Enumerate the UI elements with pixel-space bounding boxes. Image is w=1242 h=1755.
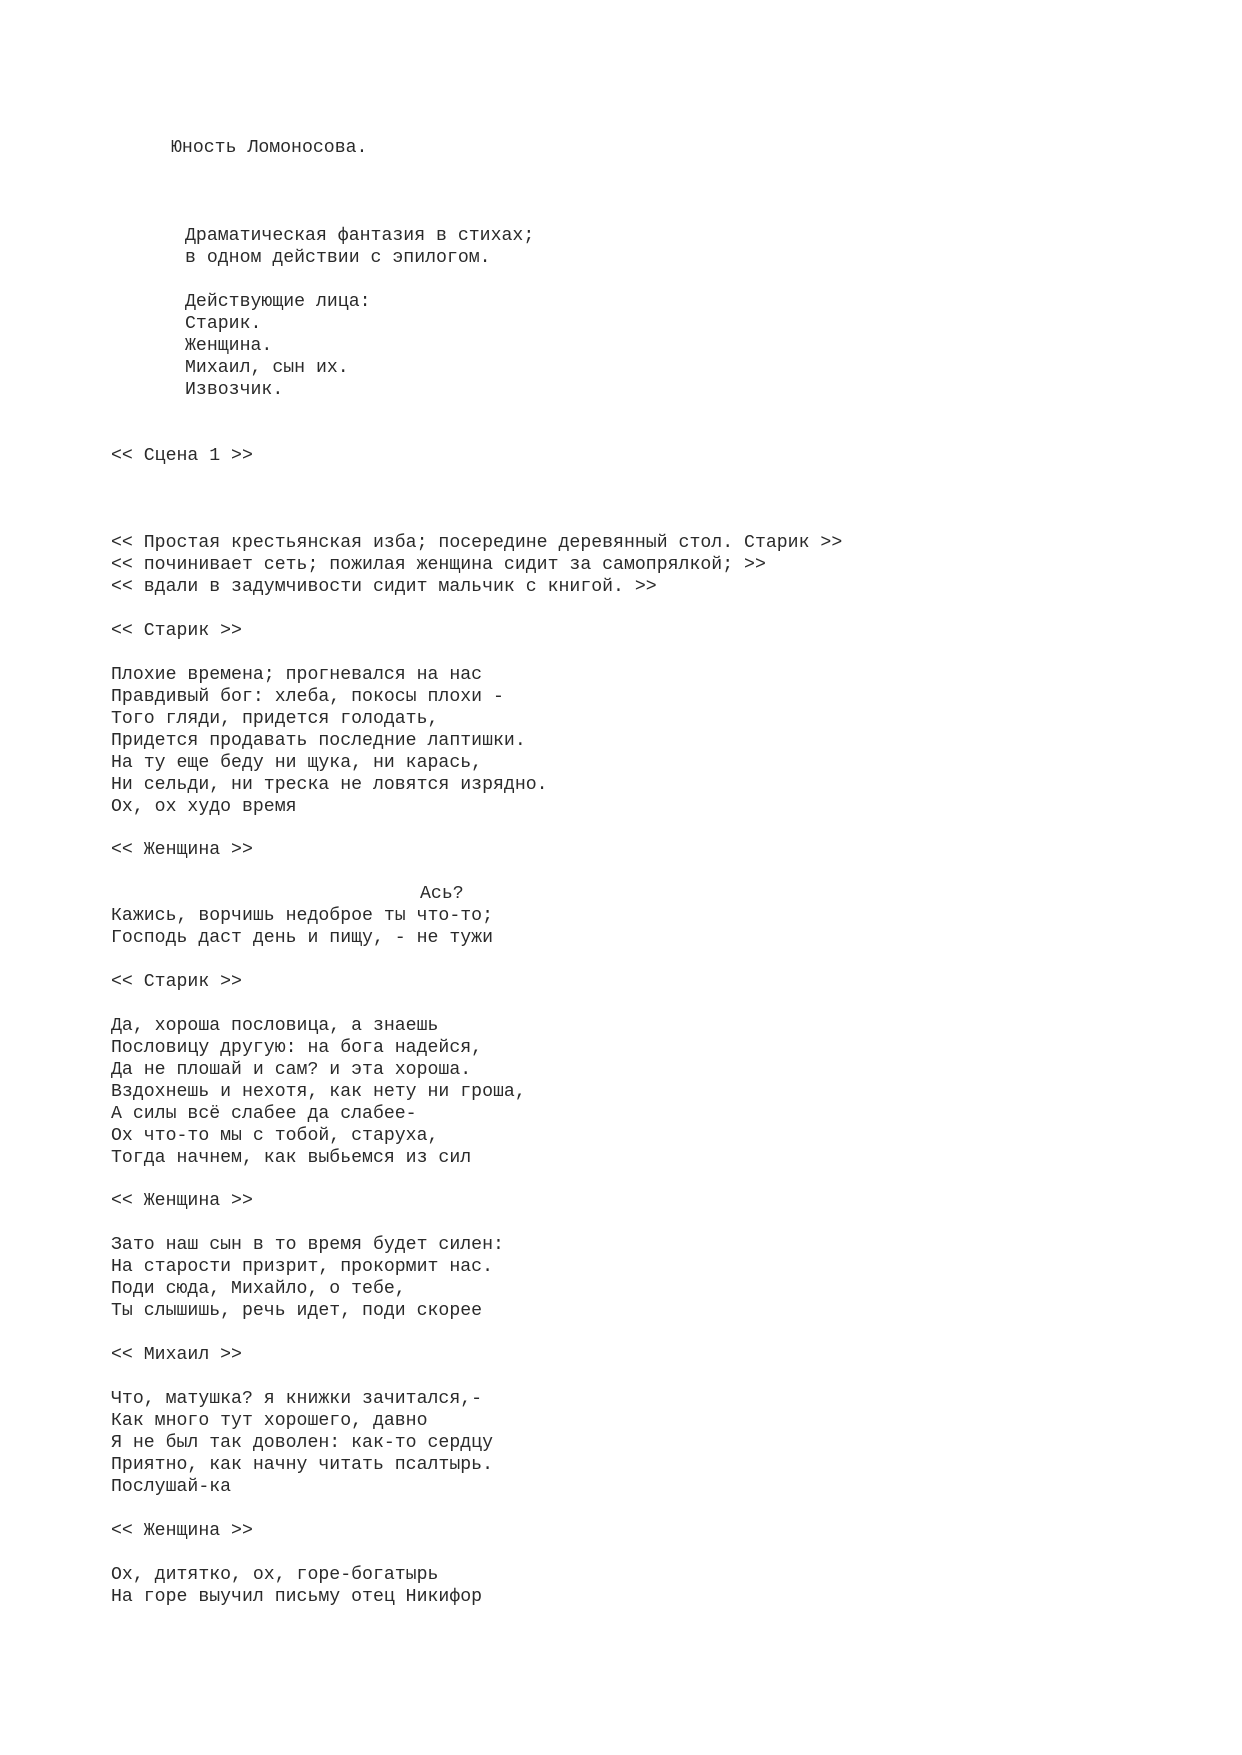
verse-line: Того гляди, придется голодать,: [111, 709, 439, 729]
verse-line: Ох что-то мы с тобой, старуха,: [111, 1126, 439, 1146]
cast-member: Женщина.: [185, 336, 273, 356]
stage-direction-line: << Простая крестьянская изба; посередине деревянный стол. Старик >>: [111, 533, 843, 553]
cast-member: Извозчик.: [185, 380, 284, 400]
stage-direction-line: << починивает сеть; пожилая женщина сидит за самопрялкой; >>: [111, 555, 766, 575]
verse-line: На старости призрит, прокормит нас.: [111, 1257, 493, 1277]
verse-line: Ты слышишь, речь идет, поди скорее: [111, 1301, 483, 1321]
subtitle-line: Драматическая фантазия в стихах;: [185, 226, 535, 246]
speaker-label: << Михаил >>: [111, 1345, 242, 1365]
verse-line: На горе выучил письму отец Никифор: [111, 1587, 483, 1607]
verse-line: Поди сюда, Михайло, о тебе,: [111, 1279, 406, 1299]
verse-line: Ох, ох худо время: [111, 797, 297, 817]
verse-line: А силы всё слабее да слабее-: [111, 1104, 417, 1124]
verse-line: Плохие времена; прогневался на нас: [111, 665, 483, 685]
scene-heading: << Сцена 1 >>: [111, 446, 253, 466]
verse-line: Послушай-ка: [111, 1477, 232, 1497]
verse-line: Я не был так доволен: как-то сердцу: [111, 1433, 493, 1453]
verse-line: Придется продавать последние лаптишки.: [111, 731, 526, 751]
verse-line: Вздохнешь и нехотя, как нету ни гроша,: [111, 1082, 526, 1102]
verse-line: Правдивый бог: хлеба, покосы плохи -: [111, 687, 504, 707]
verse-line: Тогда начнем, как выбьемся из сил: [111, 1148, 472, 1168]
speaker-label: << Женщина >>: [111, 1191, 253, 1211]
verse-line: Что, матушка? я книжки зачитался,-: [111, 1389, 483, 1409]
verse-line: Пословицу другую: на бога надейся,: [111, 1038, 483, 1058]
verse-line: Да, хороша пословица, а знаешь: [111, 1016, 439, 1036]
verse-line: Как много тут хорошего, давно: [111, 1411, 428, 1431]
verse-line: Ась?: [420, 884, 464, 904]
speaker-label: << Женщина >>: [111, 840, 253, 860]
speaker-label: << Старик >>: [111, 972, 242, 992]
verse-line: Ни сельди, ни треска не ловятся изрядно.: [111, 775, 548, 795]
document-title: Юность Ломоносова.: [171, 138, 368, 158]
cast-heading: Действующие лица:: [185, 292, 371, 312]
verse-line: Приятно, как начну читать псалтырь.: [111, 1455, 493, 1475]
verse-line: Кажись, ворчишь недоброе ты что-то;: [111, 906, 493, 926]
verse-line: Зато наш сын в то время будет силен:: [111, 1235, 504, 1255]
stage-direction-line: << вдали в задумчивости сидит мальчик с книгой. >>: [111, 577, 657, 597]
subtitle-line: в одном действии с эпилогом.: [185, 248, 491, 268]
cast-member: Старик.: [185, 314, 262, 334]
verse-line: Ох, дитятко, ох, горе-богатырь: [111, 1565, 439, 1585]
speaker-label: << Женщина >>: [111, 1521, 253, 1541]
verse-line: Господь даст день и пищу, - не тужи: [111, 928, 493, 948]
cast-member: Михаил, сын их.: [185, 358, 349, 378]
verse-line: Да не плошай и сам? и эта хороша.: [111, 1060, 472, 1080]
speaker-label: << Старик >>: [111, 621, 242, 641]
verse-line: На ту еще беду ни щука, ни карась,: [111, 753, 483, 773]
